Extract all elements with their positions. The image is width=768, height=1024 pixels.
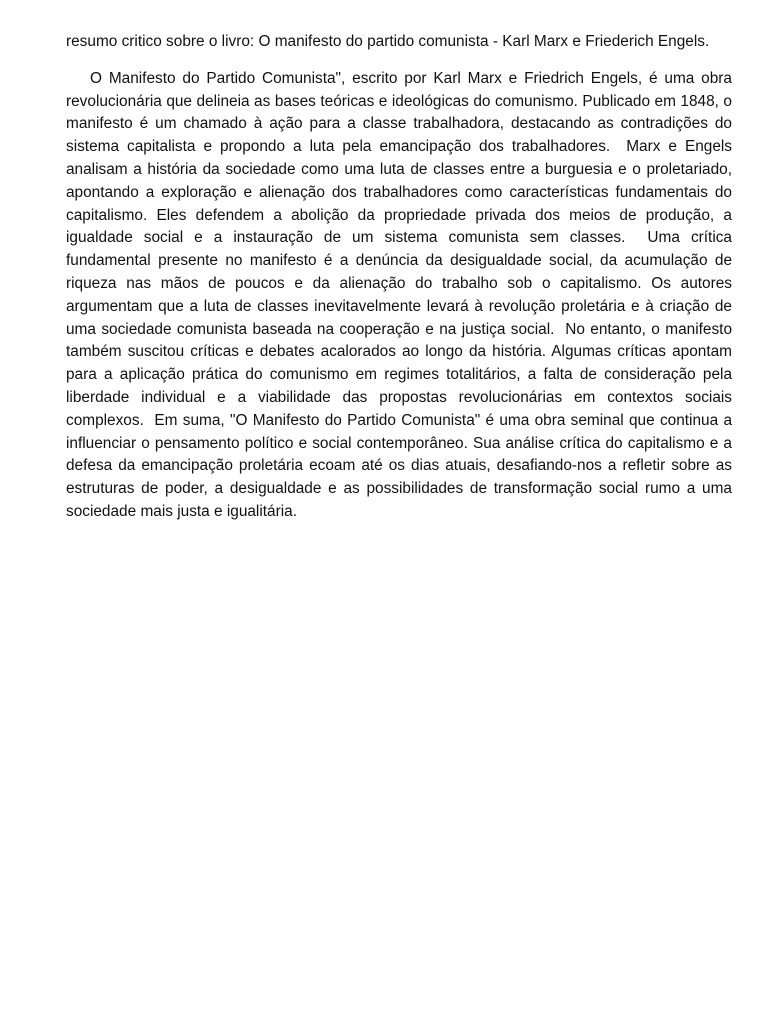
document-heading: resumo critico sobre o livro: O manifesto do partido comunista - Karl Marx e Friederich Engels. — [66, 33, 710, 50]
document-content — [66, 31, 737, 524]
document-body-paragraph: O Manifesto do Partido Comunista", escrito por Karl Marx e Friedrich Engels, é uma obra revolucionária que delineia as bases teóricas e ideológicas do comunismo. Publicado em 1848, o manifesto é um chamado à ação para a classe trabalhadora, destacando as contradições do sistema capitalista e propondo a luta pela emancipação dos trabalhadores. Marx e Engels analisam a história da sociedade como uma luta de classes entre a burguesia e o proletariado, apontando a exploração e alienação dos trabalhadores como características fundamentais do capitalismo. Eles defendem a abolição da propriedade privada dos meios de produção, a igualdade social e a instauração de um sistema comunista sem classes. Uma crítica fundamental presente no manifesto é a denúncia da desigualdade social, da acumulação de riqueza nas mãos de poucos e da alienação do trabalho sob o capitalismo. Os autores argumentam que a luta de classes inevitavelmente levará à revolução proletária e à criação de uma sociedade comunista baseada na cooperação e na justiça social. No entanto, o manifesto também suscitou críticas e debates acalorados ao longo da história. Algumas críticas apontam para a aplicação prática do comunismo em regimes totalitários, a falta de consideração pela liberdade individual e a viabilidade das propostas revolucionárias em contextos sociais complexos. Em suma, "O Manifesto do Partido Comunista" é uma obra seminal que continua a influenciar o pensamento político e social contemporâneo. Sua análise crítica do capitalismo e a defesa da emancipação proletária ecoam até os dias atuais, desafiando-nos a refletir sobre as estruturas de poder, a desigualdade e as possibilidades de transformação social rumo a uma sociedade mais justa e igualitária. — [66, 69, 737, 520]
